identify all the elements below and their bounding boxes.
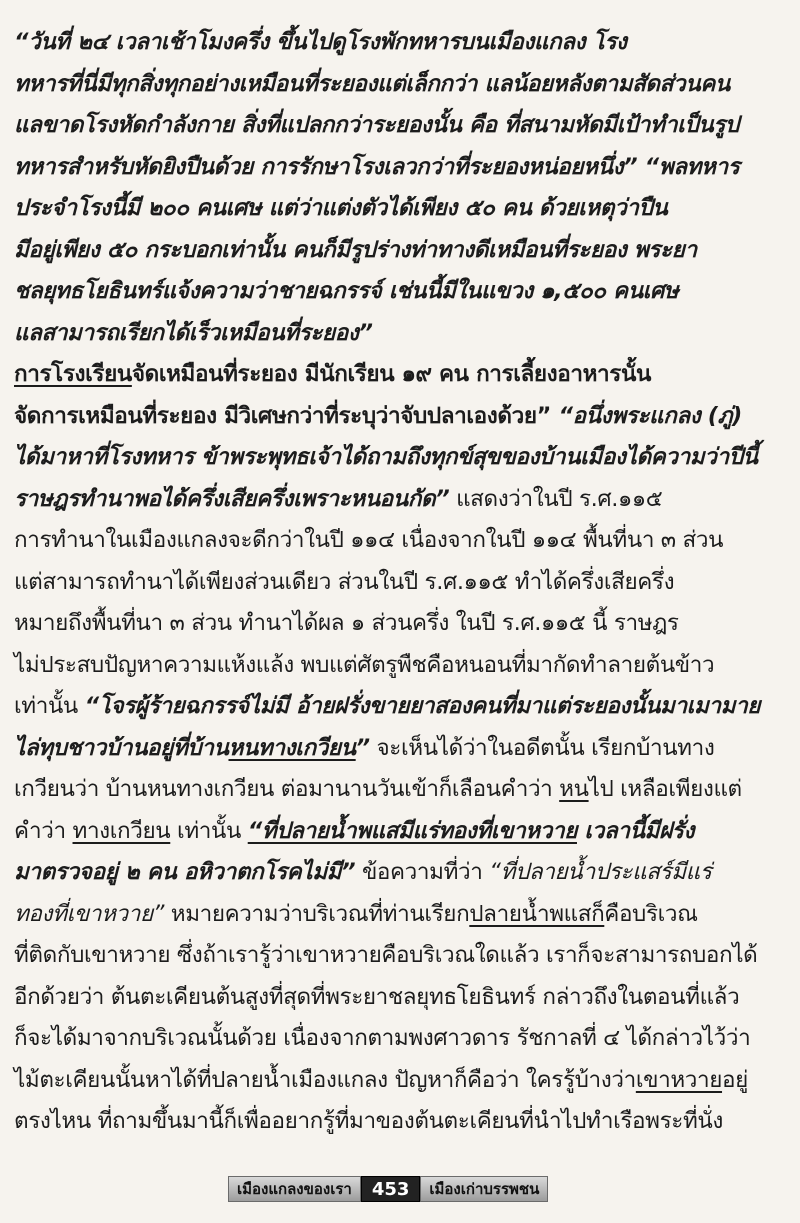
text-segment: เท่านั้น <box>14 693 85 719</box>
text-segment: ” <box>355 734 370 761</box>
text-segment: ประจำโรงนี้มี ๒๐๐ คนเศษ แต่ว่าแต่งตัวได้เพียง ๕๐ คน ด้วยเหตุว่าปืน <box>14 195 668 221</box>
text-line <box>14 935 790 975</box>
text-segment: “โจรผู้ร้ายฉกรรจ์ไม่มี อ้ายฝรั่งขายยาสองคนที่มาแต่ระยองนั้นมาเมามาย <box>84 693 761 719</box>
text-line <box>14 894 790 934</box>
text-line <box>14 520 790 560</box>
text-line <box>14 562 790 602</box>
text-segment: มีอยู่เพียง ๕๐ กระบอกเท่านั้น คนก็มีรูปร่างท่าทางดีเหมือนที่ระยอง พระยา <box>14 236 697 263</box>
text-segment: อีกด้วยว่า ต้นตะเคียนต้นสูงที่สุดที่พระยาชลยุทธโยธินทร์ กล่าวถึงในตอนที่แล้ว <box>14 983 740 1010</box>
text-line <box>14 728 790 768</box>
text-segment: คำว่า <box>14 817 73 844</box>
text-segment: แสดงว่าในปี ร.ศ.๑๑๕ <box>449 485 663 512</box>
text-line <box>14 479 790 519</box>
text-segment: จัดการเหมือนที่ระยอง มีวิเศษกว่าที่ระบุว่าจับปลาเองด้วย” <box>14 402 559 429</box>
text-segment: แต่สามารถทำนาได้เพียงส่วนเดียว ส่วนในปี ร.ศ.๑๑๕ ทำได้ครึ่งเสียครึ่ง <box>14 568 675 595</box>
text-line <box>14 22 790 62</box>
text-line <box>14 769 790 809</box>
text-line <box>14 852 790 892</box>
text-line <box>14 313 790 353</box>
text-segment: เกวียนว่า บ้านหนทางเกวียน ต่อมานานวันเข้าก็เลือนคำว่า <box>14 776 560 802</box>
text-line <box>14 437 790 477</box>
text-segment: ไม้ตะเคียนนั้นหาได้ที่ปลายน้ำเมืองแกลง ปัญหาก็คือว่า ใครรู้บ้างว่า <box>14 1066 636 1093</box>
page-number: 453 <box>361 1176 421 1202</box>
text-segment: ราษฎรทำนาพอได้ครึ่งเสียครึ่งเพราะหนอนกัด” <box>14 485 450 512</box>
document-body <box>14 22 796 1182</box>
text-segment: มาตรวจอยู่ ๒ คน อหิวาตกโรคไม่มี” <box>14 859 356 885</box>
text-segment: “ที่ปลายน้ำประแสร์มีแร่ <box>489 859 712 885</box>
text-segment: ตรงไหน ที่ถามขึ้นมานี้ก็เพื่ออยากรู้ที่มาของต้นตะเคียนที่นำไปทำเรือพระที่นั่ง <box>14 1108 723 1134</box>
text-segment: ทหารที่นี่มีทุกสิ่งทุกอย่างเหมือนที่ระยองแต่เล็กกว่า แลน้อยหลังตามสัดส่วนคน <box>14 70 730 97</box>
text-segment: แลขาดโรงหัดกำลังกาย สิ่งที่แปลกกว่าระยองนั้น คือ ที่สนามหัดมีเป้าทำเป็นรูป <box>14 112 739 138</box>
text-line <box>14 64 790 104</box>
text-line <box>14 271 790 311</box>
text-line <box>14 645 790 685</box>
text-line <box>14 354 790 394</box>
text-segment: ทองที่เขาหวาย” <box>14 900 165 927</box>
text-line <box>14 603 790 643</box>
text-segment: ไป เหลือเพียงแต่ <box>588 776 742 802</box>
text-segment: จัดเหมือนที่ระยอง มีนักเรียน ๑๙ คน การเลี้ยงอาหารนั้น <box>131 361 651 387</box>
footer-book-title: เมืองแกลงของเรา <box>228 1176 361 1202</box>
text-line <box>14 396 790 436</box>
text-segment: “อนึ่งพระแกลง (ภู่) <box>558 402 742 429</box>
text-line <box>14 1060 790 1100</box>
text-line <box>14 977 790 1017</box>
text-segment: ็คือบริเวณ <box>604 900 698 927</box>
text-segment: ทางเกวียน <box>72 817 171 844</box>
text-segment: อยู่ <box>722 1066 748 1093</box>
text-segment: เวลานี้มีฝรั่ง <box>576 817 695 844</box>
text-segment: หนทางเกวียน <box>228 734 356 761</box>
text-segment: แลสามารถเรียกได้เร็วเหมือนที่ระยอง” <box>14 319 373 346</box>
text-segment: ก็จะได้มาจากบริเวณนั้นด้วย เนื่องจากตามพงศาวดาร รัชกาลที่ ๔ ได้กล่าวไว้ว่า <box>14 1025 751 1051</box>
text-line <box>14 1101 790 1141</box>
text-segment: หน <box>559 776 589 802</box>
text-segment: ข้อความที่ว่า <box>355 859 490 885</box>
text-segment: ไม่ประสบปัญหาความแห้งแล้ง พบแต่ศัตรูพืชคือหนอนที่มากัดทำลายต้นข้าว <box>14 651 715 678</box>
text-line <box>14 686 790 726</box>
text-segment: ปลายน้ำพแสก <box>469 900 605 927</box>
text-segment: การโรงเรียน <box>14 361 132 387</box>
text-line <box>14 230 790 270</box>
text-segment: หมายความว่าบริเวณที่ท่านเรียก <box>164 900 470 927</box>
text-line <box>14 1018 790 1058</box>
text-line <box>14 811 790 851</box>
footer-chapter-title: เมืองเก่าบรรพชน <box>420 1176 548 1202</box>
text-segment: การทำนาในเมืองแกลงจะดีกว่าในปี ๑๑๔ เนื่องจากในปี ๑๑๔ พื้นที่นา ๓ ส่วน <box>14 527 724 553</box>
text-segment: ทหารสำหรับหัดยิงปืนด้วย การรักษาโรงเลวกว่าที่ระยองหน่อยหนึ่ง” “พลทหาร <box>14 153 740 180</box>
text-segment: ชลยุทธโยธินทร์แจ้งความว่าชายฉกรรจ์ เช่นนี้มีในแขวง ๑,๕๐๐ คนเศษ <box>14 278 679 304</box>
text-segment: ได้มาหาที่โรงทหาร ข้าพระพุทธเจ้าได้ถามถึงทุกข์สุขของบ้านเมืองได้ความว่าปีนี้ <box>14 444 758 470</box>
text-segment: หมายถึงพื้นที่นา ๓ ส่วน ทำนาได้ผล ๑ ส่วนครึ่ง ในปี ร.ศ.๑๑๕ นี้ ราษฎร <box>14 610 679 636</box>
text-line <box>14 105 790 145</box>
text-segment: “วันที่ ๒๔ เวลาเช้าโมงครึ่ง ขึ้นไปดูโรงพักทหารบนเมืองแกลง โรง <box>14 29 627 55</box>
page-footer <box>228 1176 590 1202</box>
text-line <box>14 188 790 228</box>
text-segment: จะเห็นได้ว่าในอดีตนั้น เรียกบ้านทาง <box>369 734 715 761</box>
text-line <box>14 147 790 187</box>
text-segment: เขาหวาย <box>635 1066 723 1093</box>
text-segment: “ที่ปลายน้ำพแสมีแร่ทองที่เขาหวาย <box>247 817 577 844</box>
text-segment: ที่ติดกับเขาหวาย ซึ่งถ้าเรารู้ว่าเขาหวายคือบริเวณใดแล้ว เราก็จะสามารถบอกได้ <box>14 942 758 968</box>
text-segment: ไล่ทุบชาวบ้านอยู่ที่บ้าน <box>14 734 229 761</box>
text-segment: เท่านั้น <box>170 817 248 844</box>
